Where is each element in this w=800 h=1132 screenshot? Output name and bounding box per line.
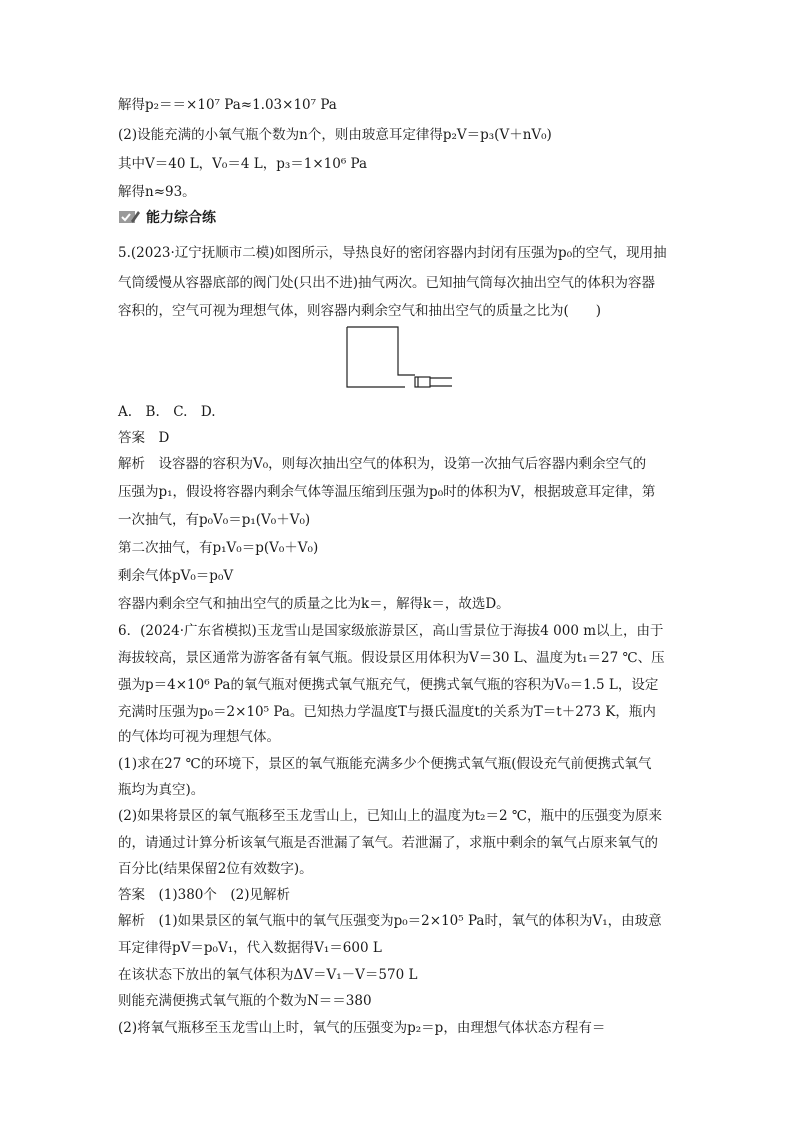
solution-line: 解析 设容器的容积为V₀，则每次抽出空气的体积为，设第一次抽气后容器内剩余空气的 (118, 456, 647, 472)
question-line: (1)求在27 ℃的环境下，景区的氧气瓶能充满多少个便携式氧气瓶(假设充气前便携式氧气 (118, 756, 652, 772)
solution-line: 第二次抽气，有p₁V₀＝p(V₀＋V₀) (118, 540, 319, 556)
options-line: A. B. C. D. (118, 404, 216, 420)
question-line: 瓶均为真空)。 (118, 782, 205, 798)
question-line: 的气体均可视为理想气体。 (118, 729, 280, 745)
solution-line: 在该状态下放出的氧气体积为ΔV＝V₁－V＝570 L (118, 967, 418, 983)
section-title: 能力综合练 (146, 210, 216, 226)
question-line: 容积的，空气可视为理想气体，则容器内剩余空气和抽出空气的质量之比为( ) (118, 303, 602, 319)
solution-line: 压强为p₁，假设将容器内剩余气体等温压缩到压强为p₀时的体积为V，根据玻意耳定律，第 (118, 484, 656, 500)
question-line: 强为p＝4×10⁶ Pa的氧气瓶对便携式氧气瓶充气，便携式氧气瓶的容积为V₀＝1.5 L，设定 (118, 677, 659, 693)
text-line: 解得p₂＝＝×10⁷ Pa≈1.03×10⁷ Pa (118, 97, 337, 113)
container-wall (347, 327, 405, 387)
solution-line: (2)将氧气瓶移至玉龙雪山上时，氧气的压强变为p₂＝p，由理想气体状态方程有＝ (118, 1020, 606, 1036)
question-line: 的，请通过计算分析该氧气瓶是否泄漏了氧气。若泄漏了，求瓶中剩余的氧气占原来氧气的 (118, 835, 658, 851)
question-line: 6．(2024·广东省模拟)玉龙雪山是国家级旅游景区，高山雪景位于海拔4 000 m以上，由于 (118, 623, 664, 639)
question-line: 5.(2023·辽宁抚顺市二模)如图所示，导热良好的密闭容器内封闭有压强为p₀的空气，现用抽 (118, 245, 667, 261)
container-diagram (340, 325, 460, 395)
solution-line: 解析 (1)如果景区的氧气瓶中的氧气压强变为p₀＝2×10⁵ Pa时，氧气的体积为V₁，由玻意 (118, 913, 662, 929)
solution-line: 则能充满便携式氧气瓶的个数为N＝＝380 (118, 993, 372, 1009)
solution-line: 一次抽气，有p₀V₀＝p₁(V₀＋V₀) (118, 512, 311, 528)
text-line: (2)设能充满的小氧气瓶个数为n个，则由玻意耳定律得p₂V＝p₃(V＋nV₀) (118, 127, 552, 143)
text-line: 其中V＝40 L，V₀＝4 L，p₃＝1×10⁶ Pa (118, 156, 368, 172)
container-wall-right (347, 327, 415, 375)
valve (415, 377, 430, 387)
answer-line: 答案 (1)380个 (2)见解析 (118, 887, 291, 903)
pencil-check-icon (118, 209, 140, 225)
section-header (118, 207, 216, 227)
solution-line: 耳定律得pV＝p₀V₁，代入数据得V₁＝600 L (118, 940, 382, 956)
text-line: 解得n≈93。 (118, 184, 196, 200)
question-line: (2)如果将景区的氧气瓶移至玉龙雪山上，已知山上的温度为t₂＝2 ℃，瓶中的压强变为原来 (118, 808, 662, 824)
question-line: 气筒缓慢从容器底部的阀门处(只出不进)抽气两次。已知抽气筒每次抽出空气的体积为容器 (118, 275, 656, 291)
answer-line: 答案 D (118, 430, 170, 446)
question-line: 海拔较高，景区通常为游客备有氧气瓶。假设景区用体积为V＝30 L、温度为t₁＝27 ℃、压 (118, 650, 665, 666)
solution-line: 剩余气体pV₀＝p₀V (118, 568, 234, 584)
question-line: 充满时压强为p₀＝2×10⁵ Pa。已知热力学温度T与摄氏温度t的关系为T＝t＋273 K，瓶内 (118, 704, 656, 720)
question-line: 百分比(结果保留2位有效数字)。 (118, 861, 313, 877)
solution-line: 容器内剩余空气和抽出空气的质量之比为k＝，解得k＝，故选D。 (118, 596, 510, 612)
